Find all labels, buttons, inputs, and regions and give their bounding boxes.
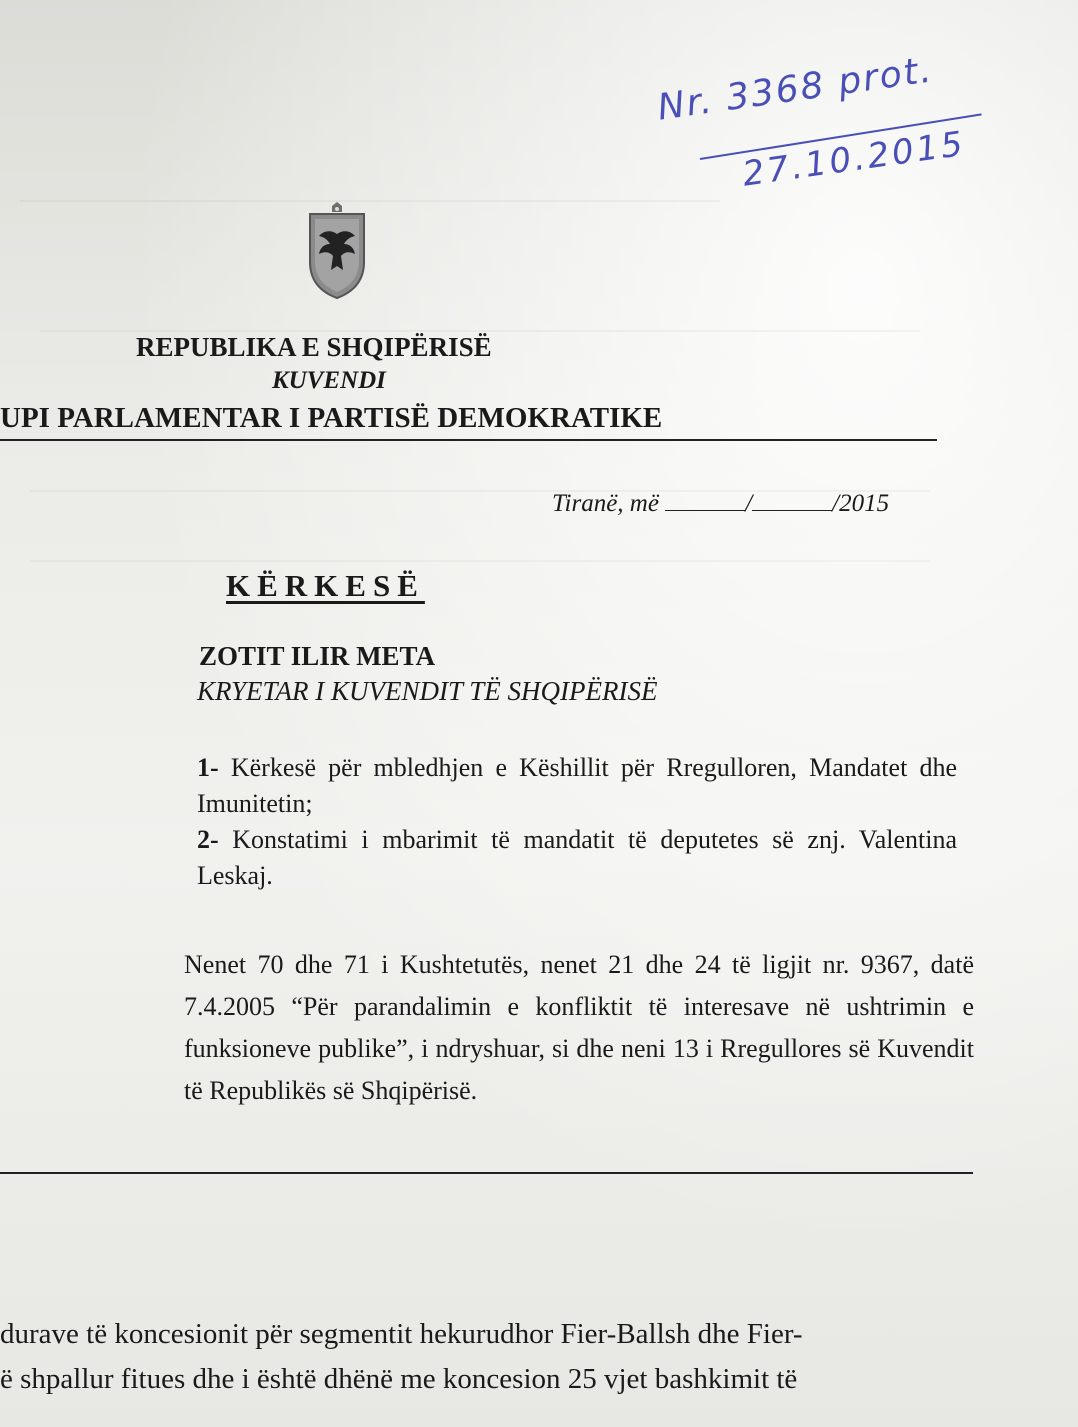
- dateline-separator: /: [745, 490, 753, 517]
- section-divider: [0, 1172, 973, 1174]
- header-parliamentary-group: UPI PARLAMENTAR I PARTISË DEMOKRATIKE: [0, 402, 663, 434]
- addressee-role: KRYETAR I KUVENDIT TË SHQIPËRISË: [197, 676, 658, 706]
- header-institution: KUVENDI: [272, 367, 386, 394]
- month-blank: [752, 490, 832, 511]
- dateline: [552, 490, 889, 518]
- next-section-line-2: ë shpallur fitues dhe i është dhënë me koncesion 25 vjet bashkimit të: [0, 1363, 798, 1395]
- handwritten-protocol-number: Nr. 3368 prot.: [655, 49, 936, 129]
- addressee-name: ZOTIT ILIR META: [199, 641, 436, 671]
- item-text: Kërkesë për mbledhjen e Këshillit për Rregulloren, Mandatet dhe Imunitetin;: [197, 753, 957, 818]
- list-item: [197, 822, 957, 894]
- item-number: 2-: [197, 825, 219, 854]
- header-republic: REPUBLIKA E SHQIPËRISË: [136, 332, 492, 362]
- dateline-year: /2015: [832, 490, 890, 517]
- dateline-prefix: Tiranë, më: [552, 490, 659, 517]
- item-text: Konstatimi i mbarimit të mandatit të deputetes së znj. Valentina Leskaj.: [197, 825, 957, 890]
- legal-basis-paragraph: Nenet 70 dhe 71 i Kushtetutës, nenet 21 dhe 24 të ligjit nr. 9367, datë 7.4.2005 “Për parandalimin e konfliktit të interesave në ushtrimin e funksioneve publike”, i ndryshuar, si dhe neni 13 i Rregullores së Kuvendit të Republikës së Shqipërisë.: [184, 950, 974, 1105]
- header-divider: [0, 439, 937, 441]
- handwritten-protocol-date: 27.10.2015: [740, 123, 969, 195]
- day-blank: [665, 490, 745, 511]
- next-section-line-1: durave të koncesionit për segmentit hekurudhor Fier-Ballsh dhe Fier-: [0, 1318, 803, 1350]
- list-item: [197, 750, 957, 822]
- item-number: 1-: [197, 753, 219, 782]
- coat-of-arms-icon: [306, 200, 368, 300]
- document-title: KËRKESË: [226, 568, 425, 603]
